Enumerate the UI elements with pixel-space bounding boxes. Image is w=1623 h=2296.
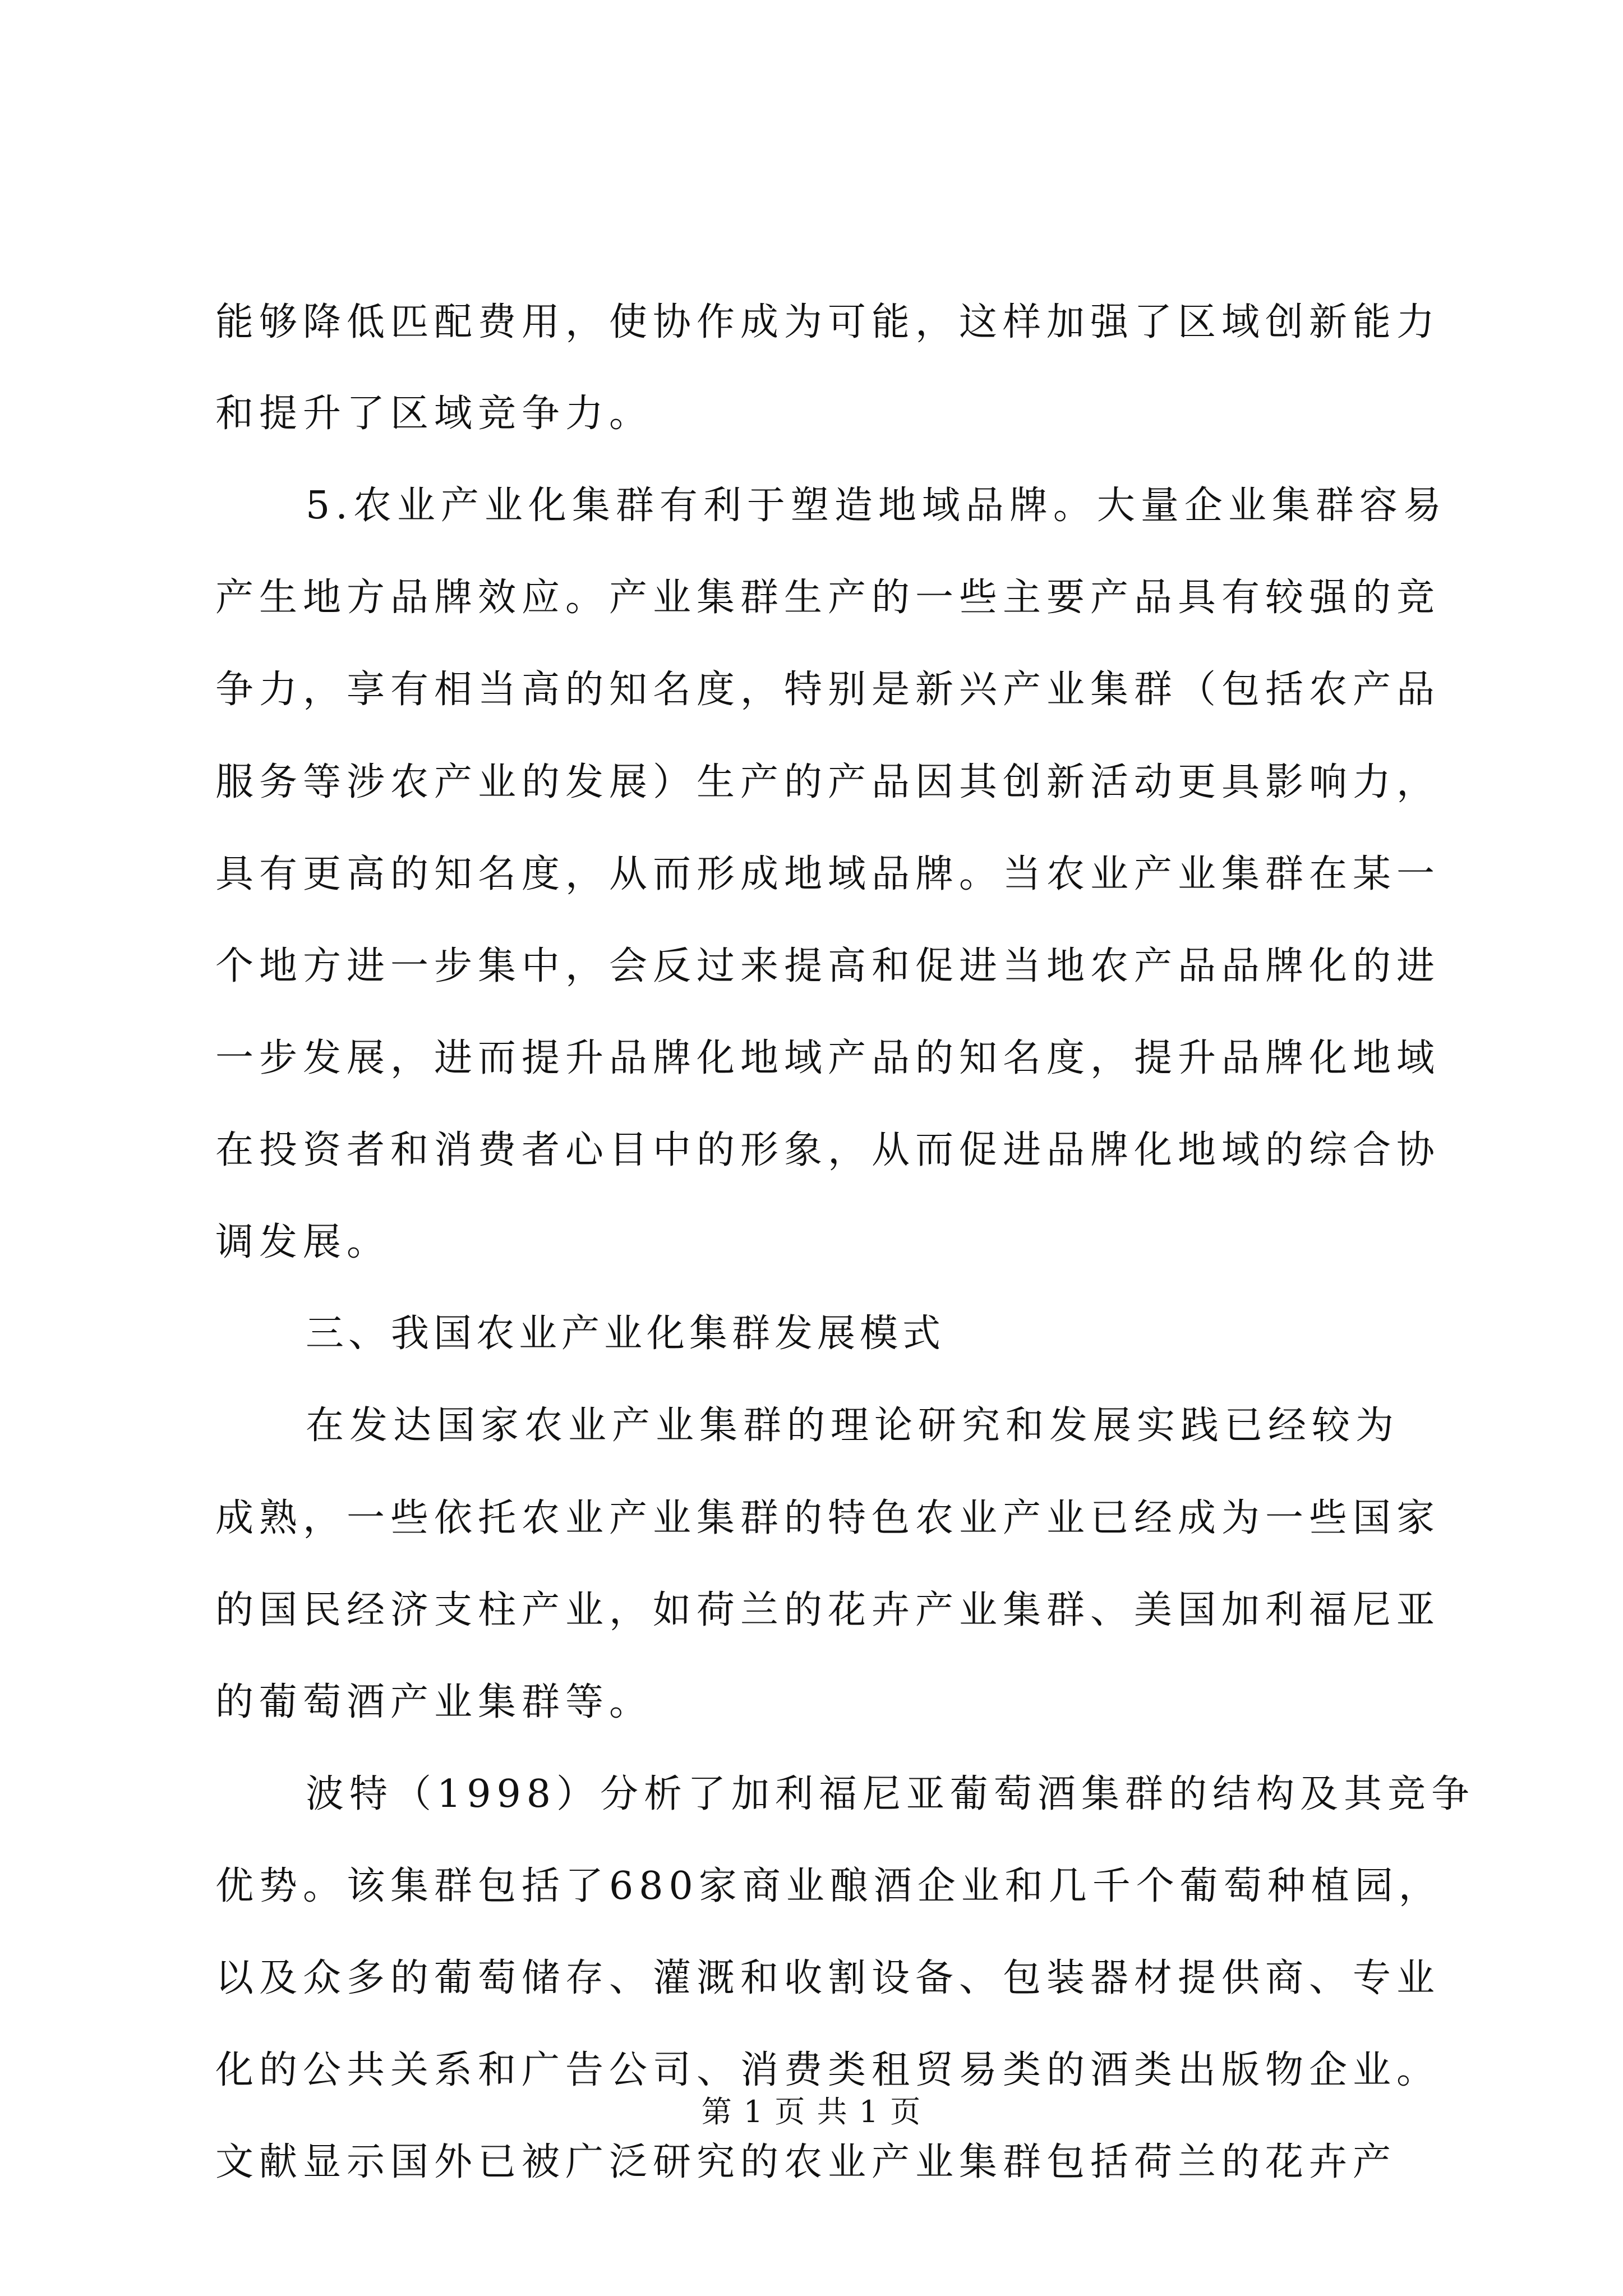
paragraph-line: 个地方进一步集中，会反过来提高和促进当地农产品品牌化的进 [215,944,1441,988]
paragraph-line: 和提升了区域竞争力。 [215,392,653,436]
page-number-footer: 第 1 页 共 1 页 [701,2094,922,2129]
paragraph-line: 的国民经济支柱产业，如荷兰的花卉产业集群、美国加利福尼亚 [215,1588,1441,1632]
paragraph-line: 5.农业产业化集群有利于塑造地域品牌。大量企业集群容易 [306,484,1447,528]
paragraph-line: 能够降低匹配费用，使协作成为可能，这样加强了区域创新能力 [215,300,1441,344]
paragraph-line: 争力，享有相当高的知名度，特别是新兴产业集群（包括农产品 [215,668,1441,712]
section-heading: 三、我国农业产业化集群发展模式 [306,1312,946,1356]
paragraph-line: 服务等涉农产业的发展）生产的产品因其创新活动更具影响力， [215,760,1441,804]
paragraph-line: 的葡萄酒产业集群等。 [215,1680,653,1724]
paragraph-line: 波特（1998）分析了加利福尼亚葡萄酒集群的结构及其竞争 [306,1772,1476,1816]
paragraph-line: 调发展。 [215,1220,391,1264]
paragraph-line: 以及众多的葡萄储存、灌溉和收割设备、包装器材提供商、专业 [215,1956,1441,2000]
paragraph-line: 化的公共关系和广告公司、消费类租贸易类的酒类出版物企业。 [215,2048,1441,2092]
paragraph-line: 在发达国家农业产业集群的理论研究和发展实践已经较为 [306,1404,1400,1448]
paragraph-line: 文献显示国外已被广泛研究的农业产业集群包括荷兰的花卉产 [215,2140,1397,2184]
paragraph-line: 产生地方品牌效应。产业集群生产的一些主要产品具有较强的竞 [215,576,1441,620]
paragraph-line: 在投资者和消费者心目中的形象，从而促进品牌化地域的综合协 [215,1128,1441,1172]
paragraph-line: 具有更高的知名度，从而形成地域品牌。当农业产业集群在某一 [215,852,1441,896]
paragraph-line: 优势。该集群包括了680家商业酿酒企业和几千个葡萄种植园， [215,1864,1442,1908]
paragraph-line: 一步发展，进而提升品牌化地域产品的知名度，提升品牌化地域 [215,1036,1441,1080]
paragraph-line: 成熟，一些依托农业产业集群的特色农业产业已经成为一些国家 [215,1496,1441,1540]
